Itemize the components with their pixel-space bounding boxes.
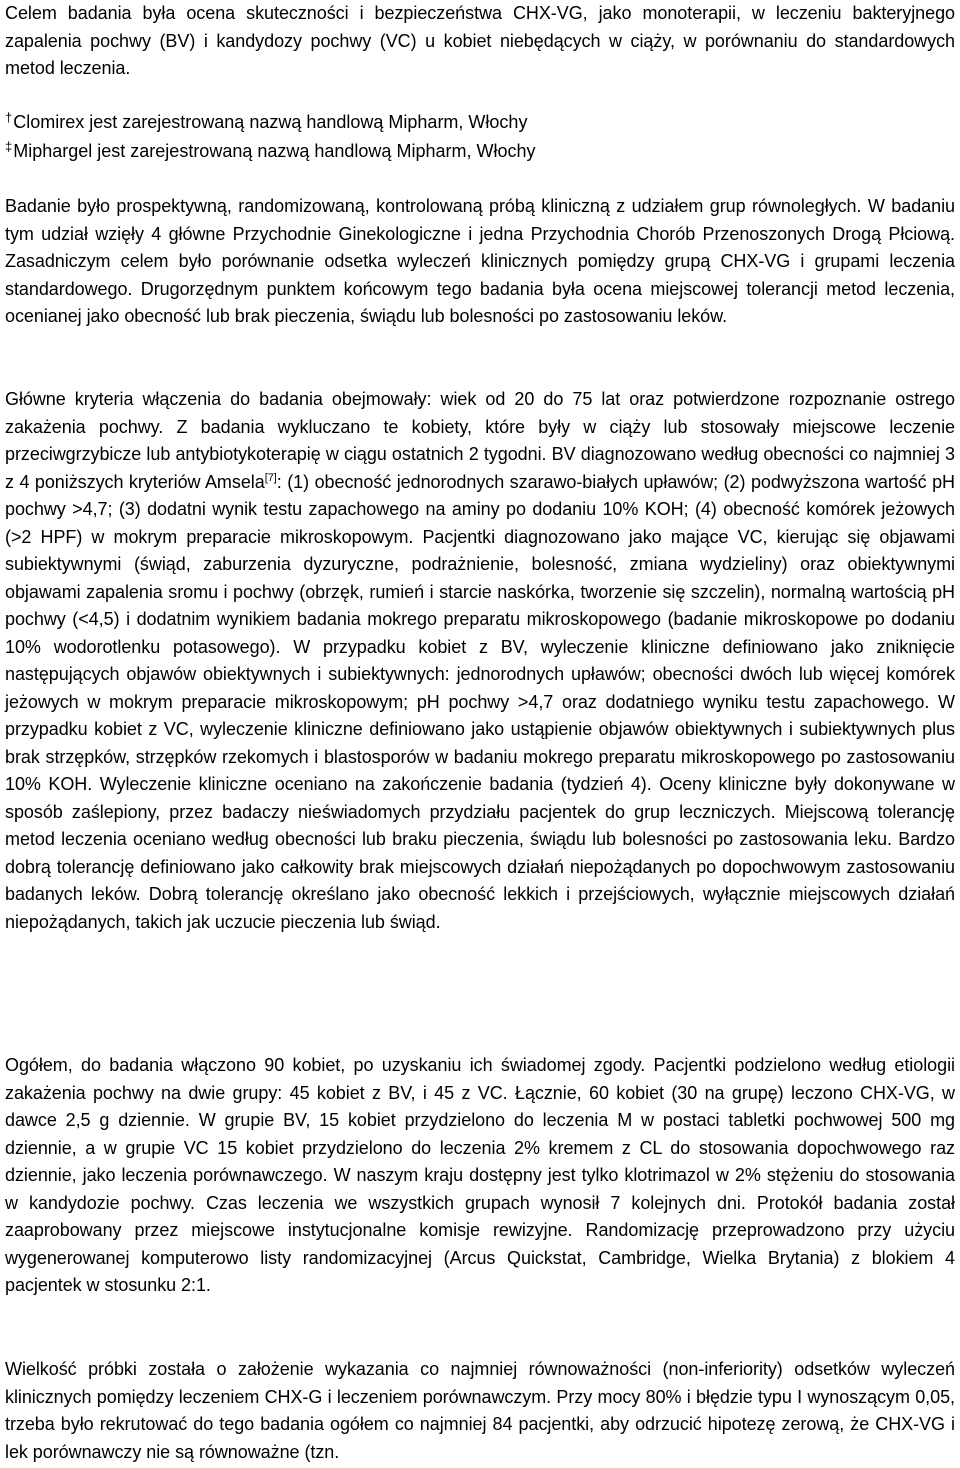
double-dagger-mark: ‡ (5, 139, 13, 154)
criteria-text-start: Główne kryteria włączenia do badania obejmowały: wiek od 20 do 75 lat oraz potwierdzone rozpoznanie ostrego zakażenia pochwy. Z badania wykluczano te kobiety, które były w ciąży lub stosowały miejscowe leczenie przeciwgrzybicze lub antybiotykoterapię w ciągu ostatnich 2 tygodni. BV diagnozowano według obecności co najmniej 3 z 4 poniższych kryteriów Amsela (5, 389, 955, 492)
criteria-text-rest: : (1) obecność jednorodnych szarawo-białych upławów; (2) podwyższona wartość pH pochwy >4,7; (3) dodatni wynik testu zapachowego na aminy po dodaniu 10% KOH; (4) obecność komórek jeżowych (>2 HPF) w mokrym preparacie mikroskopowym. Pacjentki diagnozowano jako mające VC, kierując się objawami subiektywnymi (świąd, zaburzenia dyzuryczne, podrażnienie, bolesność, zmiana wydzieliny) oraz obiektywnymi objawami zapalenia sromu i pochwy (obrzęk, rumień i starcie naskórka, tworzenie się szczelin), normalną wartością pH pochwy (<4,5) i dodatnim wynikiem badania mokrego preparatu mikroskopowego (badanie mikroskopowe po dodaniu 10% wodorotlenku potasowego). W przypadku kobiet z BV, wyleczenie kliniczne definiowano jako zniknięcie następujących objawów obiektywnych i subiektywnych: jednorodnych upławów; obecności dwóch lub więcej komórek jeżowych w mokrym preparacie mikroskopowym; pH pochwy >4,7 oraz dodatniego wyniku testu zapachowego. W przypadku kobiet z VC, wyleczenie kliniczne definiowano jako ustąpienie objawów obiektywnych i subiektywnych plus brak strzępków, strzępków rzekomych i blastosporów w badaniu mokrego preparatu mikroskopowego po zastosowaniu 10% KOH. Wyleczenie kliniczne oceniano na zakończenie badania (tydzień 4). Oceny kliniczne były dokonywane w sposób zaślepiony, przez badaczy nieświadomych przydziału pacjentek do grup leczniczych. Miejscową tolerancję metod leczenia oceniano według obecności lub braku pieczenia, świądu lub bolesności po zastosowania leku. Bardzo dobrą tolerancję definiowano jako całkowity brak miejscowych działań niepożądanych po dopochwowym zastosowaniu badanych leków. Dobrą tolerancję określano jako obecność lekkich i przejściowych, wyłącznie miejscowych działań niepożądanych, takich jak uczucie pieczenia lub świąd. (5, 471, 956, 932)
study-design-paragraph: Badanie było prospektywną, randomizowaną, kontrolowaną próbą kliniczną z udziałem grup równoległych. W badaniu tym udział wzięły 4 główne Przychodnie Ginekologiczne i jedna Przychodnia Chorób Przenoszonych Drogą Płciową. Zasadniczym celem było porównanie odsetka wyleczeń klinicznych pomiędzy grupą CHX-VG i grupami leczenia standardowego. Drugorzędnym punktem końcowym tego badania była ocena miejscowej tolerancji metod leczenia, ocenianej jako obecność lub brak pieczenia, świądu lub bolesności po zastosowaniu leków. (5, 196, 955, 326)
footnote-clomirex (5, 108, 527, 137)
dagger-mark: † (5, 110, 13, 125)
footnote-clomirex-text: Clomirex jest zarejestrowaną nazwą handlową Mipharm, Włochy (13, 112, 528, 132)
enrollment-paragraph: Ogółem, do badania włączono 90 kobiet, po uzyskaniu ich świadomej zgody. Pacjentki podzielono według etiologii zakażenia pochwy na dwie grupy: 45 kobiet z BV, i 45 z VC. Łącznie, 60 kobiet (30 na grupę) leczono CHX-VG, w dawce 2,5 g dziennie. W grupie BV, 15 kobiet przydzielono do leczenia M w postaci tabletki pochwowej 500 mg dziennie, a w grupie VC 15 kobiet przydzielono do leczenia 2% kremem z CL do stosowania dopochwowego raz dziennie, jako leczenia porównawczego. W naszym kraju dostępny jest tylko klotrimazol w 2% stężeniu do stosowania w kandydozie pochwy. Czas leczenia we wszystkich grupach wynosił 7 kolejnych dni. Protokół badania został zaaprobowany przez miejscowe instytucjonalne komisje rewizyjne. Randomizację przeprowadzono przy użyciu wygenerowanej komputerowo listy randomizacyjnej (Arcus Quickstat, Cambridge, Wielka Brytania) z blokiem 4 pacjentek w stosunku 2:1. (5, 1055, 955, 1295)
footnote-miphargel (5, 137, 535, 166)
sample-size-paragraph: Wielkość próbki została o założenie wykazania co najmniej równoważności (non-inferiority) odsetków wyleczeń klinicznych pomiędzy leczeniem CHX-G i leczeniem porównawczym. Przy mocy 80% i błędzie typu I wynoszącym 0,05, trzeba było rekrutować do tego badania ogółem co najmniej 84 pacjentki, aby odrzucić hipotezę zerową, że CHX-VG i lek porównawczy nie są równoważne (tzn. (5, 1359, 955, 1462)
intro-paragraph: Celem badania była ocena skuteczności i bezpieczeństwa CHX-VG, jako monoterapii, w leczeniu bakteryjnego zapalenia pochwy (BV) i kandydozy pochwy (VC) u kobiet niebędących w ciąży, w porównaniu do standardowych metod leczenia. (5, 3, 955, 78)
inclusion-criteria-paragraph (5, 386, 955, 936)
citation-ref: [7] (264, 471, 277, 484)
footnote-miphargel-text: Miphargel jest zarejestrowaną nazwą handlową Mipharm, Włochy (13, 141, 536, 161)
